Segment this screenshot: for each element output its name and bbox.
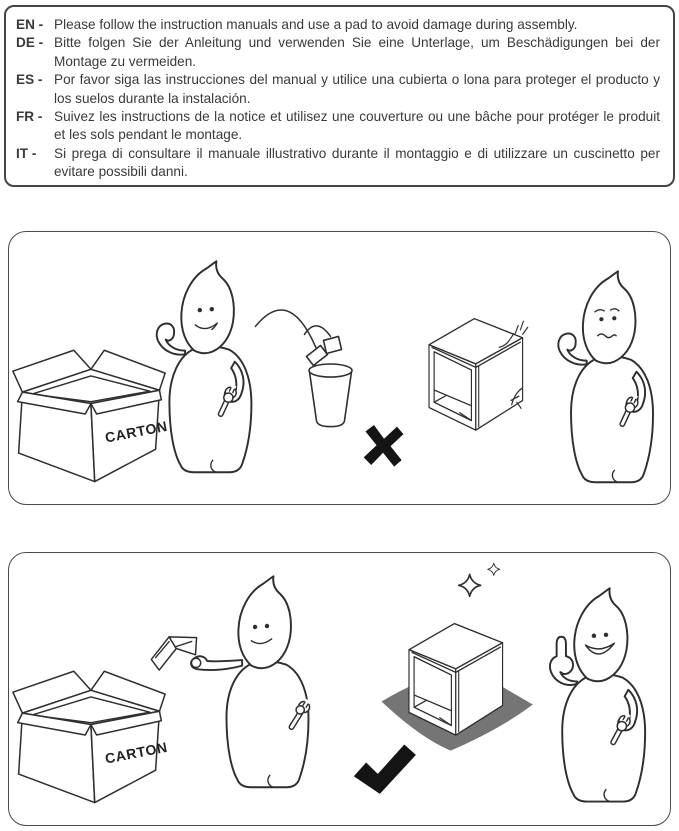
language-code-it: IT - [16, 145, 37, 161]
notice-row-es [16, 71, 660, 108]
cross-icon [363, 424, 404, 467]
ghost-figure-thumbs-up [550, 588, 645, 801]
notice-text-es: Por favor siga las instrucciones del manual y utilice una cubierta o lona para proteger el producto y los suelos durante la instalación. [54, 72, 660, 106]
cabinet-damaged [429, 319, 528, 431]
carton-label: CARTON [103, 738, 169, 767]
language-code-es: ES - [16, 72, 43, 88]
notice-text-it: Si prega di consultare il manuale illustrativo durante il montaggio e di utilizzare un cuscinetto per evitare possibili danni. [54, 145, 660, 180]
correct-example-illustration [9, 553, 670, 825]
carton-box [13, 350, 165, 481]
sparkle-icon [488, 563, 500, 575]
language-code-fr: FR - [16, 109, 43, 125]
sparkle-icon [459, 574, 481, 596]
carton-box [13, 671, 165, 802]
ghost-figure-tossing [157, 261, 252, 472]
manual-papers [306, 336, 341, 365]
ghost-figure-reading [147, 576, 312, 787]
notice-text-de: Bitte folgen Sie der Anleitung und verwenden Sie eine Unterlage, um Beschädigungen bei der Montage zu vermeiden. [54, 35, 660, 69]
notice-row-it [16, 145, 660, 182]
incorrect-example-illustration [9, 232, 670, 504]
notice-row-en [16, 16, 660, 34]
notice-row-de [16, 34, 660, 71]
panel-correct-example [8, 552, 671, 826]
language-code-de: DE - [16, 35, 44, 51]
notice-text-en: Please follow the instruction manuals and use a pad to avoid damage during assembly. [54, 17, 578, 32]
notice-row-fr [16, 108, 660, 145]
notice-text-fr: Suivez les instructions de la notice et utilisez une couverture ou une bâche pour protéger le produit et les sols pendant le montage. [54, 109, 660, 143]
language-code-en: EN - [16, 17, 44, 32]
carton-label: CARTON [103, 417, 169, 446]
ghost-figure-worried [558, 271, 653, 482]
panel-incorrect-example [8, 231, 671, 505]
check-icon [352, 744, 418, 795]
multilingual-notice-box [4, 5, 675, 187]
waste-bin [309, 364, 352, 427]
